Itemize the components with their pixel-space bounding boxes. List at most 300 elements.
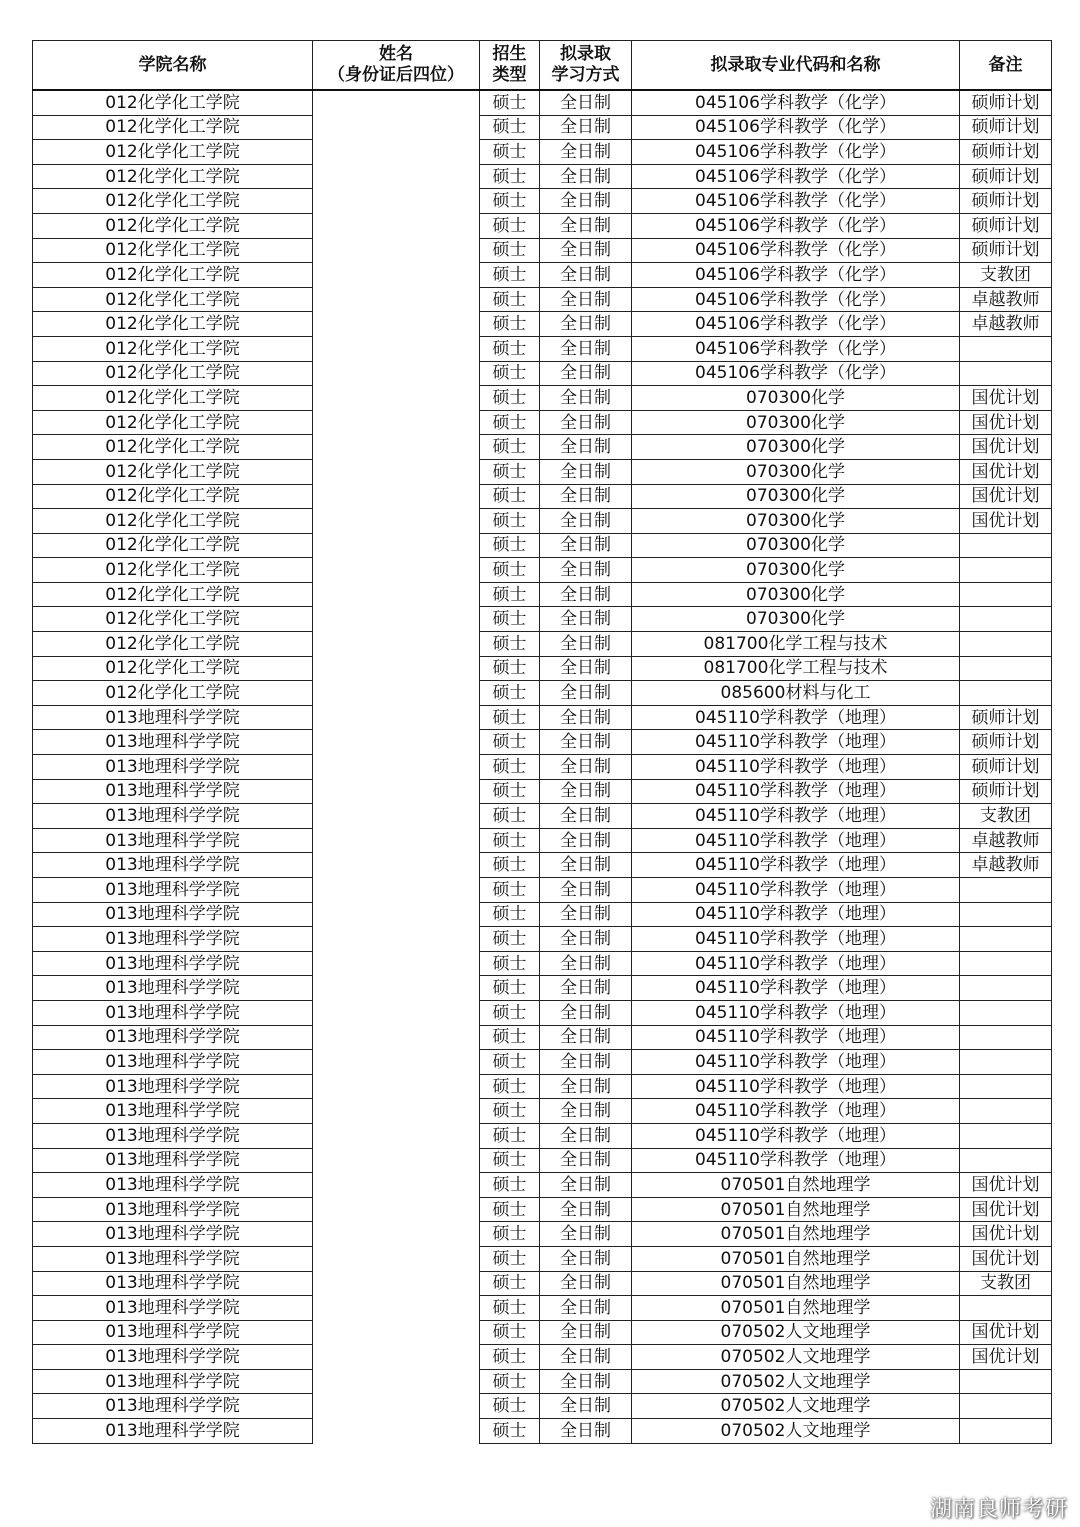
cell-enrollment-type: 硕士 bbox=[480, 705, 540, 730]
cell-major: 045106学科教学（化学） bbox=[632, 164, 960, 189]
cell-enrollment-type: 硕士 bbox=[480, 509, 540, 534]
cell-enrollment-type: 硕士 bbox=[480, 1345, 540, 1370]
cell-major: 045110学科教学（地理） bbox=[632, 902, 960, 927]
table-row bbox=[33, 213, 1052, 238]
cell-study-mode: 全日制 bbox=[540, 853, 632, 878]
cell-study-mode: 全日制 bbox=[540, 681, 632, 706]
table-row bbox=[33, 1419, 1052, 1444]
cell-major: 045110学科教学（地理） bbox=[632, 779, 960, 804]
cell-name bbox=[313, 853, 480, 878]
cell-major: 070300化学 bbox=[632, 509, 960, 534]
cell-college: 012化学化工学院 bbox=[33, 189, 313, 214]
cell-college: 013地理科学学院 bbox=[33, 779, 313, 804]
table-row bbox=[33, 435, 1052, 460]
cell-college: 012化学化工学院 bbox=[33, 238, 313, 263]
cell-college: 012化学化工学院 bbox=[33, 90, 313, 115]
table-row bbox=[33, 804, 1052, 829]
cell-name bbox=[313, 1173, 480, 1198]
cell-college: 013地理科学学院 bbox=[33, 902, 313, 927]
cell-name bbox=[313, 312, 480, 337]
table-row bbox=[33, 681, 1052, 706]
cell-study-mode: 全日制 bbox=[540, 1123, 632, 1148]
table-row bbox=[33, 779, 1052, 804]
cell-note: 硕师计划 bbox=[960, 238, 1052, 263]
cell-name bbox=[313, 1222, 480, 1247]
cell-enrollment-type: 硕士 bbox=[480, 976, 540, 1001]
table-row bbox=[33, 1369, 1052, 1394]
cell-major: 045110学科教学（地理） bbox=[632, 1099, 960, 1124]
cell-major: 070300化学 bbox=[632, 435, 960, 460]
cell-college: 013地理科学学院 bbox=[33, 1050, 313, 1075]
cell-study-mode: 全日制 bbox=[540, 828, 632, 853]
cell-name bbox=[313, 1148, 480, 1173]
cell-enrollment-type: 硕士 bbox=[480, 1197, 540, 1222]
table-row bbox=[33, 1197, 1052, 1222]
cell-name bbox=[313, 828, 480, 853]
cell-major: 045110学科教学（地理） bbox=[632, 755, 960, 780]
cell-study-mode: 全日制 bbox=[540, 164, 632, 189]
table-row bbox=[33, 1173, 1052, 1198]
cell-enrollment-type: 硕士 bbox=[480, 1394, 540, 1419]
cell-study-mode: 全日制 bbox=[540, 533, 632, 558]
cell-major: 070502人文地理学 bbox=[632, 1369, 960, 1394]
cell-name bbox=[313, 1419, 480, 1444]
table-row bbox=[33, 1222, 1052, 1247]
cell-note bbox=[960, 1000, 1052, 1025]
cell-college: 012化学化工学院 bbox=[33, 509, 313, 534]
cell-major: 045110学科教学（地理） bbox=[632, 1025, 960, 1050]
cell-note bbox=[960, 632, 1052, 657]
cell-note: 国优计划 bbox=[960, 484, 1052, 509]
cell-study-mode: 全日制 bbox=[540, 902, 632, 927]
table-row bbox=[33, 730, 1052, 755]
cell-enrollment-type: 硕士 bbox=[480, 558, 540, 583]
cell-name bbox=[313, 509, 480, 534]
table-row bbox=[33, 976, 1052, 1001]
cell-note: 硕师计划 bbox=[960, 755, 1052, 780]
cell-college: 012化学化工学院 bbox=[33, 312, 313, 337]
table-row bbox=[33, 755, 1052, 780]
cell-enrollment-type: 硕士 bbox=[480, 1050, 540, 1075]
cell-major: 045110学科教学（地理） bbox=[632, 1050, 960, 1075]
table-row bbox=[33, 1074, 1052, 1099]
cell-study-mode: 全日制 bbox=[540, 755, 632, 780]
cell-study-mode: 全日制 bbox=[540, 1246, 632, 1271]
cell-enrollment-type: 硕士 bbox=[480, 779, 540, 804]
cell-enrollment-type: 硕士 bbox=[480, 312, 540, 337]
cell-study-mode: 全日制 bbox=[540, 1074, 632, 1099]
table-row bbox=[33, 115, 1052, 140]
table-row bbox=[33, 1246, 1052, 1271]
cell-college: 012化学化工学院 bbox=[33, 435, 313, 460]
cell-major: 070300化学 bbox=[632, 533, 960, 558]
cell-name bbox=[313, 1345, 480, 1370]
header-type-line1: 招生 bbox=[492, 44, 527, 64]
cell-enrollment-type: 硕士 bbox=[480, 336, 540, 361]
cell-major: 070300化学 bbox=[632, 607, 960, 632]
cell-name bbox=[313, 189, 480, 214]
cell-college: 013地理科学学院 bbox=[33, 853, 313, 878]
cell-note: 支教团 bbox=[960, 263, 1052, 288]
cell-note bbox=[960, 533, 1052, 558]
table-body bbox=[33, 90, 1052, 1443]
cell-major: 070501自然地理学 bbox=[632, 1222, 960, 1247]
cell-name bbox=[313, 336, 480, 361]
cell-college: 012化学化工学院 bbox=[33, 533, 313, 558]
cell-study-mode: 全日制 bbox=[540, 509, 632, 534]
cell-note: 硕师计划 bbox=[960, 90, 1052, 115]
cell-college: 013地理科学学院 bbox=[33, 951, 313, 976]
cell-major: 070502人文地理学 bbox=[632, 1419, 960, 1444]
cell-enrollment-type: 硕士 bbox=[480, 656, 540, 681]
cell-enrollment-type: 硕士 bbox=[480, 1296, 540, 1321]
cell-name bbox=[313, 484, 480, 509]
table-row bbox=[33, 1296, 1052, 1321]
table-row bbox=[33, 1345, 1052, 1370]
cell-note bbox=[960, 1050, 1052, 1075]
table-row bbox=[33, 1099, 1052, 1124]
cell-note: 卓越教师 bbox=[960, 287, 1052, 312]
cell-major: 045106学科教学（化学） bbox=[632, 287, 960, 312]
cell-major: 045106学科教学（化学） bbox=[632, 263, 960, 288]
cell-study-mode: 全日制 bbox=[540, 558, 632, 583]
cell-college: 013地理科学学院 bbox=[33, 1222, 313, 1247]
table-header-row bbox=[33, 41, 1052, 91]
cell-college: 013地理科学学院 bbox=[33, 1271, 313, 1296]
cell-enrollment-type: 硕士 bbox=[480, 115, 540, 140]
cell-name bbox=[313, 361, 480, 386]
table-row bbox=[33, 140, 1052, 165]
cell-note bbox=[960, 607, 1052, 632]
cell-major: 045106学科教学（化学） bbox=[632, 213, 960, 238]
cell-name bbox=[313, 1197, 480, 1222]
cell-note bbox=[960, 1148, 1052, 1173]
cell-study-mode: 全日制 bbox=[540, 361, 632, 386]
cell-name bbox=[313, 582, 480, 607]
cell-note: 国优计划 bbox=[960, 1222, 1052, 1247]
cell-study-mode: 全日制 bbox=[540, 951, 632, 976]
cell-note: 硕师计划 bbox=[960, 140, 1052, 165]
cell-college: 012化学化工学院 bbox=[33, 115, 313, 140]
header-type-line2: 类型 bbox=[492, 65, 527, 85]
cell-college: 012化学化工学院 bbox=[33, 607, 313, 632]
cell-study-mode: 全日制 bbox=[540, 287, 632, 312]
cell-major: 045110学科教学（地理） bbox=[632, 804, 960, 829]
cell-name bbox=[313, 902, 480, 927]
cell-enrollment-type: 硕士 bbox=[480, 927, 540, 952]
cell-study-mode: 全日制 bbox=[540, 484, 632, 509]
cell-study-mode: 全日制 bbox=[540, 1025, 632, 1050]
cell-note: 国优计划 bbox=[960, 1345, 1052, 1370]
cell-study-mode: 全日制 bbox=[540, 705, 632, 730]
table-row bbox=[33, 558, 1052, 583]
header-college: 学院名称 bbox=[33, 41, 313, 91]
cell-enrollment-type: 硕士 bbox=[480, 1222, 540, 1247]
cell-enrollment-type: 硕士 bbox=[480, 1123, 540, 1148]
cell-college: 012化学化工学院 bbox=[33, 140, 313, 165]
cell-name bbox=[313, 459, 480, 484]
cell-study-mode: 全日制 bbox=[540, 1320, 632, 1345]
cell-major: 081700化学工程与技术 bbox=[632, 656, 960, 681]
cell-note: 硕师计划 bbox=[960, 779, 1052, 804]
cell-study-mode: 全日制 bbox=[540, 878, 632, 903]
table-row bbox=[33, 582, 1052, 607]
cell-major: 070300化学 bbox=[632, 484, 960, 509]
cell-name bbox=[313, 410, 480, 435]
cell-name bbox=[313, 558, 480, 583]
header-enrollment-type bbox=[480, 41, 540, 91]
cell-name bbox=[313, 238, 480, 263]
cell-name bbox=[313, 1025, 480, 1050]
table-row bbox=[33, 828, 1052, 853]
cell-study-mode: 全日制 bbox=[540, 582, 632, 607]
cell-note: 国优计划 bbox=[960, 459, 1052, 484]
cell-name bbox=[313, 976, 480, 1001]
cell-major: 045110学科教学（地理） bbox=[632, 1000, 960, 1025]
header-note: 备注 bbox=[960, 41, 1052, 91]
cell-college: 012化学化工学院 bbox=[33, 410, 313, 435]
cell-major: 081700化学工程与技术 bbox=[632, 632, 960, 657]
table-row bbox=[33, 1320, 1052, 1345]
cell-enrollment-type: 硕士 bbox=[480, 1320, 540, 1345]
cell-major: 045110学科教学（地理） bbox=[632, 951, 960, 976]
cell-note bbox=[960, 361, 1052, 386]
table-row bbox=[33, 607, 1052, 632]
cell-major: 070501自然地理学 bbox=[632, 1271, 960, 1296]
cell-name bbox=[313, 1394, 480, 1419]
table-row bbox=[33, 902, 1052, 927]
cell-note: 卓越教师 bbox=[960, 828, 1052, 853]
cell-study-mode: 全日制 bbox=[540, 386, 632, 411]
cell-enrollment-type: 硕士 bbox=[480, 1025, 540, 1050]
cell-major: 045106学科教学（化学） bbox=[632, 312, 960, 337]
table-row bbox=[33, 484, 1052, 509]
cell-study-mode: 全日制 bbox=[540, 804, 632, 829]
table-row bbox=[33, 1148, 1052, 1173]
cell-major: 070501自然地理学 bbox=[632, 1246, 960, 1271]
header-name-line1: 姓名 bbox=[379, 44, 413, 64]
cell-major: 070300化学 bbox=[632, 558, 960, 583]
cell-enrollment-type: 硕士 bbox=[480, 1419, 540, 1444]
cell-note bbox=[960, 336, 1052, 361]
cell-college: 012化学化工学院 bbox=[33, 558, 313, 583]
cell-note: 卓越教师 bbox=[960, 853, 1052, 878]
cell-study-mode: 全日制 bbox=[540, 459, 632, 484]
cell-enrollment-type: 硕士 bbox=[480, 263, 540, 288]
cell-note bbox=[960, 1123, 1052, 1148]
cell-study-mode: 全日制 bbox=[540, 1173, 632, 1198]
cell-name bbox=[313, 140, 480, 165]
table-row bbox=[33, 312, 1052, 337]
cell-name bbox=[313, 1000, 480, 1025]
cell-name bbox=[313, 1074, 480, 1099]
cell-note bbox=[960, 1074, 1052, 1099]
cell-study-mode: 全日制 bbox=[540, 1222, 632, 1247]
cell-major: 045110学科教学（地理） bbox=[632, 705, 960, 730]
cell-name bbox=[313, 115, 480, 140]
cell-note bbox=[960, 1296, 1052, 1321]
header-name-line2: （身份证后四位） bbox=[328, 65, 464, 85]
cell-major: 070300化学 bbox=[632, 386, 960, 411]
cell-name bbox=[313, 730, 480, 755]
cell-note bbox=[960, 1369, 1052, 1394]
cell-college: 013地理科学学院 bbox=[33, 927, 313, 952]
cell-name bbox=[313, 705, 480, 730]
cell-college: 012化学化工学院 bbox=[33, 263, 313, 288]
cell-study-mode: 全日制 bbox=[540, 1197, 632, 1222]
cell-enrollment-type: 硕士 bbox=[480, 1000, 540, 1025]
cell-note bbox=[960, 681, 1052, 706]
cell-major: 045106学科教学（化学） bbox=[632, 361, 960, 386]
cell-major: 045106学科教学（化学） bbox=[632, 189, 960, 214]
cell-college: 012化学化工学院 bbox=[33, 656, 313, 681]
table-row bbox=[33, 1050, 1052, 1075]
cell-major: 070300化学 bbox=[632, 410, 960, 435]
table-row bbox=[33, 459, 1052, 484]
table-row bbox=[33, 853, 1052, 878]
cell-note: 国优计划 bbox=[960, 435, 1052, 460]
cell-enrollment-type: 硕士 bbox=[480, 607, 540, 632]
cell-name bbox=[313, 681, 480, 706]
header-name bbox=[313, 41, 480, 91]
cell-name bbox=[313, 755, 480, 780]
cell-college: 013地理科学学院 bbox=[33, 1246, 313, 1271]
table-row bbox=[33, 1000, 1052, 1025]
cell-study-mode: 全日制 bbox=[540, 1296, 632, 1321]
table-row bbox=[33, 1025, 1052, 1050]
cell-enrollment-type: 硕士 bbox=[480, 1271, 540, 1296]
cell-note: 硕师计划 bbox=[960, 730, 1052, 755]
cell-study-mode: 全日制 bbox=[540, 312, 632, 337]
cell-enrollment-type: 硕士 bbox=[480, 582, 540, 607]
cell-note: 国优计划 bbox=[960, 1173, 1052, 1198]
cell-name bbox=[313, 1246, 480, 1271]
table-row bbox=[33, 164, 1052, 189]
cell-college: 012化学化工学院 bbox=[33, 336, 313, 361]
cell-note: 国优计划 bbox=[960, 386, 1052, 411]
cell-major: 045106学科教学（化学） bbox=[632, 90, 960, 115]
cell-major: 045110学科教学（地理） bbox=[632, 1074, 960, 1099]
cell-name bbox=[313, 164, 480, 189]
cell-note: 支教团 bbox=[960, 1271, 1052, 1296]
cell-enrollment-type: 硕士 bbox=[480, 386, 540, 411]
cell-note: 硕师计划 bbox=[960, 705, 1052, 730]
cell-note: 硕师计划 bbox=[960, 164, 1052, 189]
cell-major: 070300化学 bbox=[632, 459, 960, 484]
cell-study-mode: 全日制 bbox=[540, 927, 632, 952]
table-row bbox=[33, 705, 1052, 730]
cell-college: 013地理科学学院 bbox=[33, 1025, 313, 1050]
cell-major: 070300化学 bbox=[632, 582, 960, 607]
table-row bbox=[33, 410, 1052, 435]
cell-name bbox=[313, 90, 480, 115]
cell-study-mode: 全日制 bbox=[540, 976, 632, 1001]
cell-enrollment-type: 硕士 bbox=[480, 1148, 540, 1173]
admission-table bbox=[32, 40, 1052, 1444]
table-row bbox=[33, 287, 1052, 312]
cell-college: 013地理科学学院 bbox=[33, 828, 313, 853]
cell-enrollment-type: 硕士 bbox=[480, 1246, 540, 1271]
cell-name bbox=[313, 878, 480, 903]
cell-enrollment-type: 硕士 bbox=[480, 632, 540, 657]
cell-college: 012化学化工学院 bbox=[33, 681, 313, 706]
cell-name bbox=[313, 1050, 480, 1075]
cell-college: 013地理科学学院 bbox=[33, 1419, 313, 1444]
cell-college: 012化学化工学院 bbox=[33, 164, 313, 189]
cell-note: 国优计划 bbox=[960, 410, 1052, 435]
cell-enrollment-type: 硕士 bbox=[480, 533, 540, 558]
cell-name bbox=[313, 656, 480, 681]
cell-note bbox=[960, 1394, 1052, 1419]
cell-college: 013地理科学学院 bbox=[33, 1296, 313, 1321]
header-study-mode bbox=[540, 41, 632, 91]
cell-name bbox=[313, 533, 480, 558]
cell-study-mode: 全日制 bbox=[540, 656, 632, 681]
cell-college: 013地理科学学院 bbox=[33, 730, 313, 755]
table-row bbox=[33, 90, 1052, 115]
cell-enrollment-type: 硕士 bbox=[480, 902, 540, 927]
cell-college: 013地理科学学院 bbox=[33, 755, 313, 780]
table-row bbox=[33, 361, 1052, 386]
cell-college: 013地理科学学院 bbox=[33, 1369, 313, 1394]
cell-study-mode: 全日制 bbox=[540, 238, 632, 263]
cell-study-mode: 全日制 bbox=[540, 1345, 632, 1370]
cell-note bbox=[960, 1099, 1052, 1124]
cell-note: 国优计划 bbox=[960, 1197, 1052, 1222]
cell-note bbox=[960, 927, 1052, 952]
cell-name bbox=[313, 1099, 480, 1124]
cell-college: 013地理科学学院 bbox=[33, 976, 313, 1001]
cell-name bbox=[313, 607, 480, 632]
cell-major: 085600材料与化工 bbox=[632, 681, 960, 706]
cell-name bbox=[313, 1369, 480, 1394]
cell-college: 013地理科学学院 bbox=[33, 804, 313, 829]
cell-name bbox=[313, 435, 480, 460]
header-mode-line2: 学习方式 bbox=[551, 65, 620, 85]
cell-note bbox=[960, 1419, 1052, 1444]
cell-study-mode: 全日制 bbox=[540, 1099, 632, 1124]
cell-study-mode: 全日制 bbox=[540, 435, 632, 460]
cell-enrollment-type: 硕士 bbox=[480, 435, 540, 460]
table-row bbox=[33, 632, 1052, 657]
cell-study-mode: 全日制 bbox=[540, 607, 632, 632]
table-row bbox=[33, 238, 1052, 263]
cell-enrollment-type: 硕士 bbox=[480, 140, 540, 165]
cell-major: 070501自然地理学 bbox=[632, 1197, 960, 1222]
cell-college: 012化学化工学院 bbox=[33, 632, 313, 657]
cell-college: 012化学化工学院 bbox=[33, 386, 313, 411]
cell-study-mode: 全日制 bbox=[540, 779, 632, 804]
cell-major: 045110学科教学（地理） bbox=[632, 878, 960, 903]
cell-college: 013地理科学学院 bbox=[33, 1000, 313, 1025]
cell-major: 045110学科教学（地理） bbox=[632, 828, 960, 853]
admission-list-sheet bbox=[32, 40, 1051, 1444]
table-row bbox=[33, 336, 1052, 361]
cell-name bbox=[313, 1271, 480, 1296]
cell-study-mode: 全日制 bbox=[540, 1419, 632, 1444]
cell-note bbox=[960, 1025, 1052, 1050]
watermark: 湖南良师考研 bbox=[929, 1497, 1068, 1522]
cell-major: 045106学科教学（化学） bbox=[632, 238, 960, 263]
cell-enrollment-type: 硕士 bbox=[480, 361, 540, 386]
cell-college: 013地理科学学院 bbox=[33, 1345, 313, 1370]
table-row bbox=[33, 1394, 1052, 1419]
table-row bbox=[33, 189, 1052, 214]
cell-major: 045110学科教学（地理） bbox=[632, 1123, 960, 1148]
cell-study-mode: 全日制 bbox=[540, 263, 632, 288]
cell-college: 013地理科学学院 bbox=[33, 1197, 313, 1222]
cell-enrollment-type: 硕士 bbox=[480, 410, 540, 435]
